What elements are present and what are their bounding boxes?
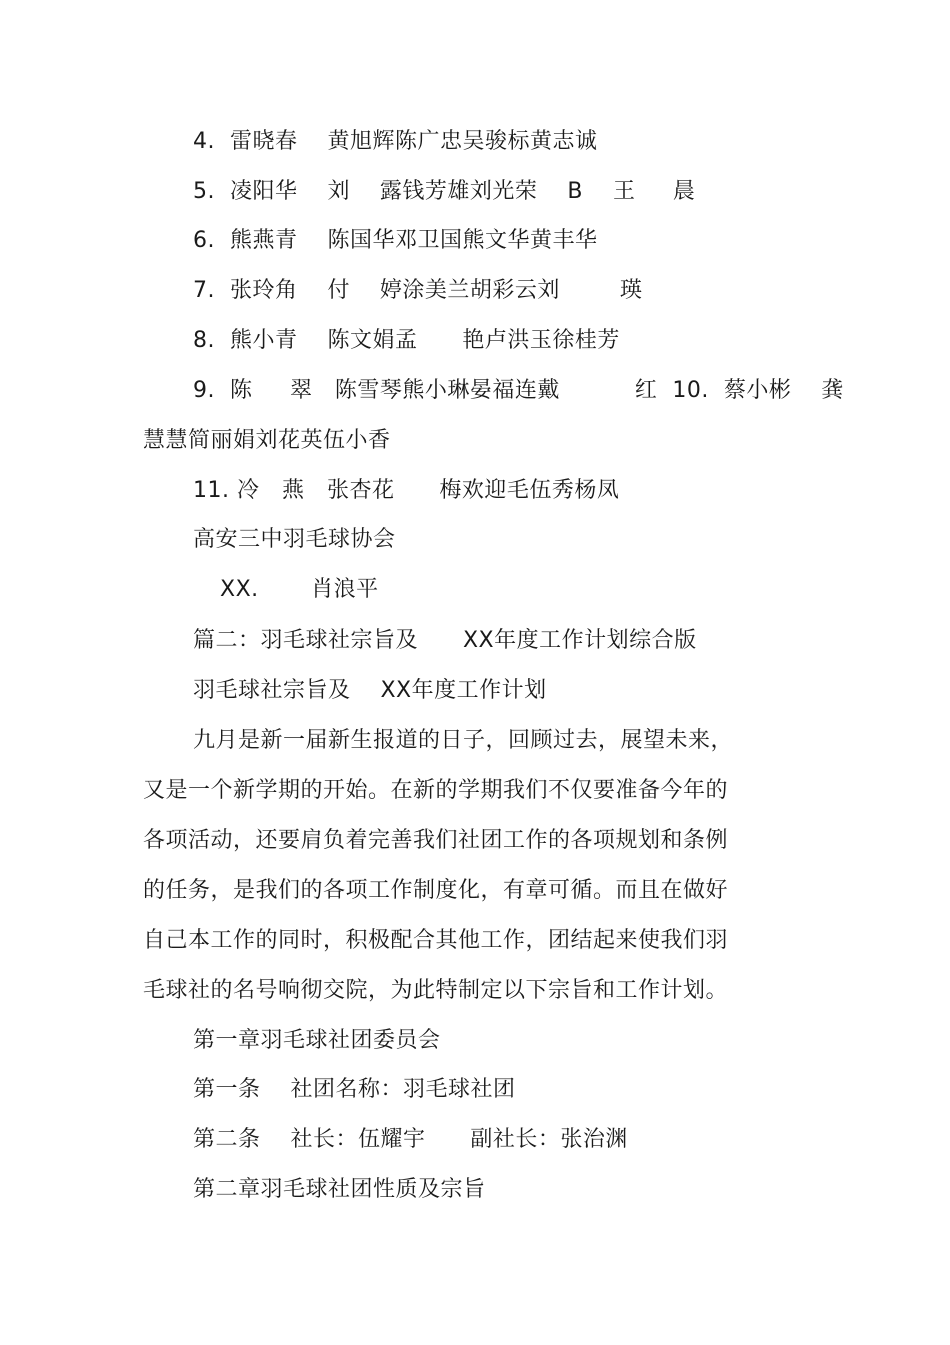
chapter-1-heading: 第一章羽毛球社团委员会 xyxy=(193,1028,441,1053)
paragraph-line-1: 九月是新一届新生报道的日子，回顾过去，展望未来， xyxy=(193,728,734,753)
member-line-4: 4. 雷晓春 黄旭辉陈广忠吴骏标黄志诚 xyxy=(193,129,598,154)
chapter-2-heading: 第二章羽毛球社团性质及宗旨 xyxy=(193,1177,486,1202)
paragraph-line-6: 毛球社的名号响彻交院，为此特制定以下宗旨和工作计划。 xyxy=(143,978,729,1003)
paragraph-line-2: 又是一个新学期的开始。在新的学期我们不仅要准备今年的 xyxy=(143,778,729,803)
member-line-11: 11. 冷 燕 张杏花 梅欢迎毛伍秀杨凤 xyxy=(193,478,620,503)
member-line-6: 6. 熊燕青 陈国华邓卫国熊文华黄丰华 xyxy=(193,228,598,253)
paragraph-line-3: 各项活动，还要肩负着完善我们社团工作的各项规划和条例 xyxy=(143,828,729,853)
plan-title: 羽毛球社宗旨及 XX年度工作计划 xyxy=(193,678,547,703)
article-2: 第二条 社长：伍耀宇 副社长：张治渊 xyxy=(193,1127,628,1152)
member-line-8: 8. 熊小青 陈文娟孟 艳卢洪玉徐桂芳 xyxy=(193,328,620,353)
member-line-10-cont: 慧慧简丽娟刘花英伍小香 xyxy=(143,428,391,453)
member-line-9-10: 9. 陈 翠 陈雪琴熊小琳晏福连戴 红 10. 蔡小彬 龚 xyxy=(193,378,844,403)
association-name: 高安三中羽毛球协会 xyxy=(193,527,396,552)
section-heading: 篇二：羽毛球社宗旨及 XX年度工作计划综合版 xyxy=(193,628,697,653)
member-line-7: 7. 张玲角 付 婷涂美兰胡彩云刘 瑛 xyxy=(193,278,643,303)
paragraph-line-4: 的任务，是我们的各项工作制度化，有章可循。而且在做好 xyxy=(143,878,729,903)
article-1: 第一条 社团名称：羽毛球社团 xyxy=(193,1077,516,1102)
signature-line: XX. 肖浪平 xyxy=(220,577,379,602)
paragraph-line-5: 自己本工作的同时，积极配合其他工作，团结起来使我们羽 xyxy=(143,928,729,953)
member-line-5: 5. 凌阳华 刘 露钱芳雄刘光荣 B 王 晨 xyxy=(193,179,696,204)
